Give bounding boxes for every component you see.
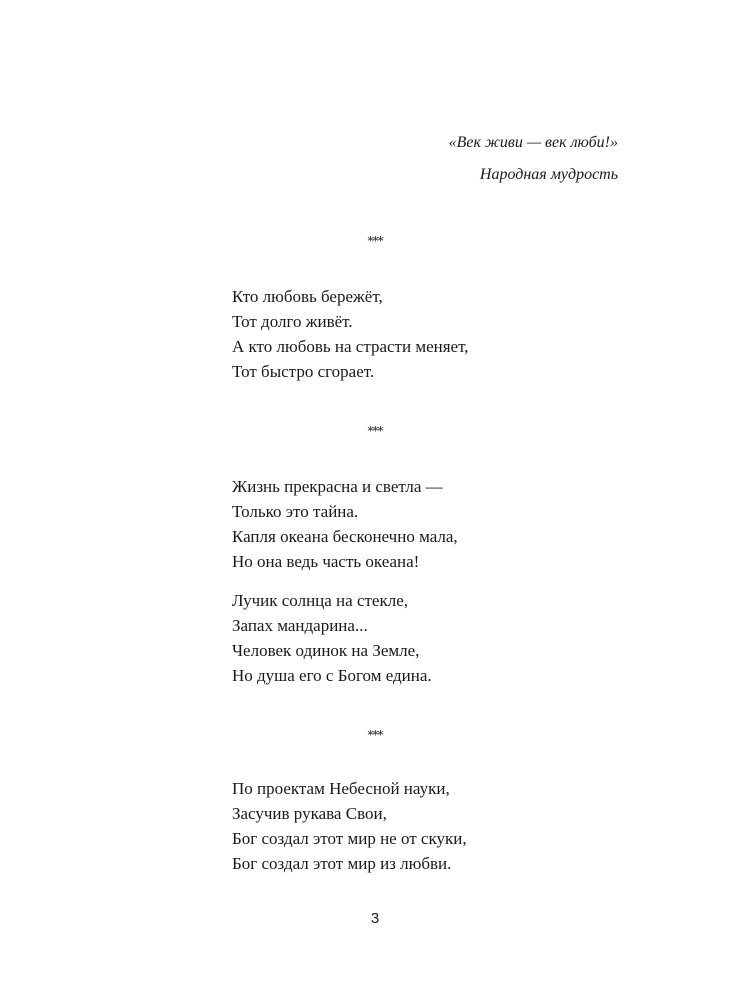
poem-line: Засучив рукава Свои, [232,804,387,823]
poem-line: Запах мандарина... [232,616,368,635]
epigraph-source: Народная мудрость [479,166,618,183]
separator: *** [367,424,383,438]
poem-line: Но она ведь часть океана! [232,552,420,571]
separator: *** [367,728,383,742]
poem-line: Капля океана бесконечно мала, [232,527,458,546]
poem-line: Но душа его с Богом едина. [232,666,432,685]
poem-line: Только это тайна. [232,502,359,521]
poem-3-stanza-1 [232,776,467,876]
separator: *** [367,234,383,248]
poem-2-stanza-1 [232,474,458,574]
poem-2-stanza-2 [232,588,432,688]
poem-line: Кто любовь бережёт, [232,287,383,306]
poem-line: Лучик солнца на стекле, [232,591,409,610]
poem-line: Тот быстро сгорает. [232,362,375,381]
poem-line: По проектам Небесной науки, [232,779,450,798]
poem-line: Бог создал этот мир из любви. [232,854,452,873]
poem-line: Бог создал этот мир не от скуки, [232,829,467,848]
page-number: 3 [370,910,380,927]
poem-line: Жизнь прекрасна и светла — [232,477,443,496]
poem-1-stanza-1 [232,284,469,384]
poem-line: Тот долго живёт. [232,312,353,331]
poem-line: А кто любовь на страсти меняет, [232,337,469,356]
epigraph-quote: «Век живи — век люби!» [448,134,618,151]
poem-line: Человек одинок на Земле, [232,641,420,660]
